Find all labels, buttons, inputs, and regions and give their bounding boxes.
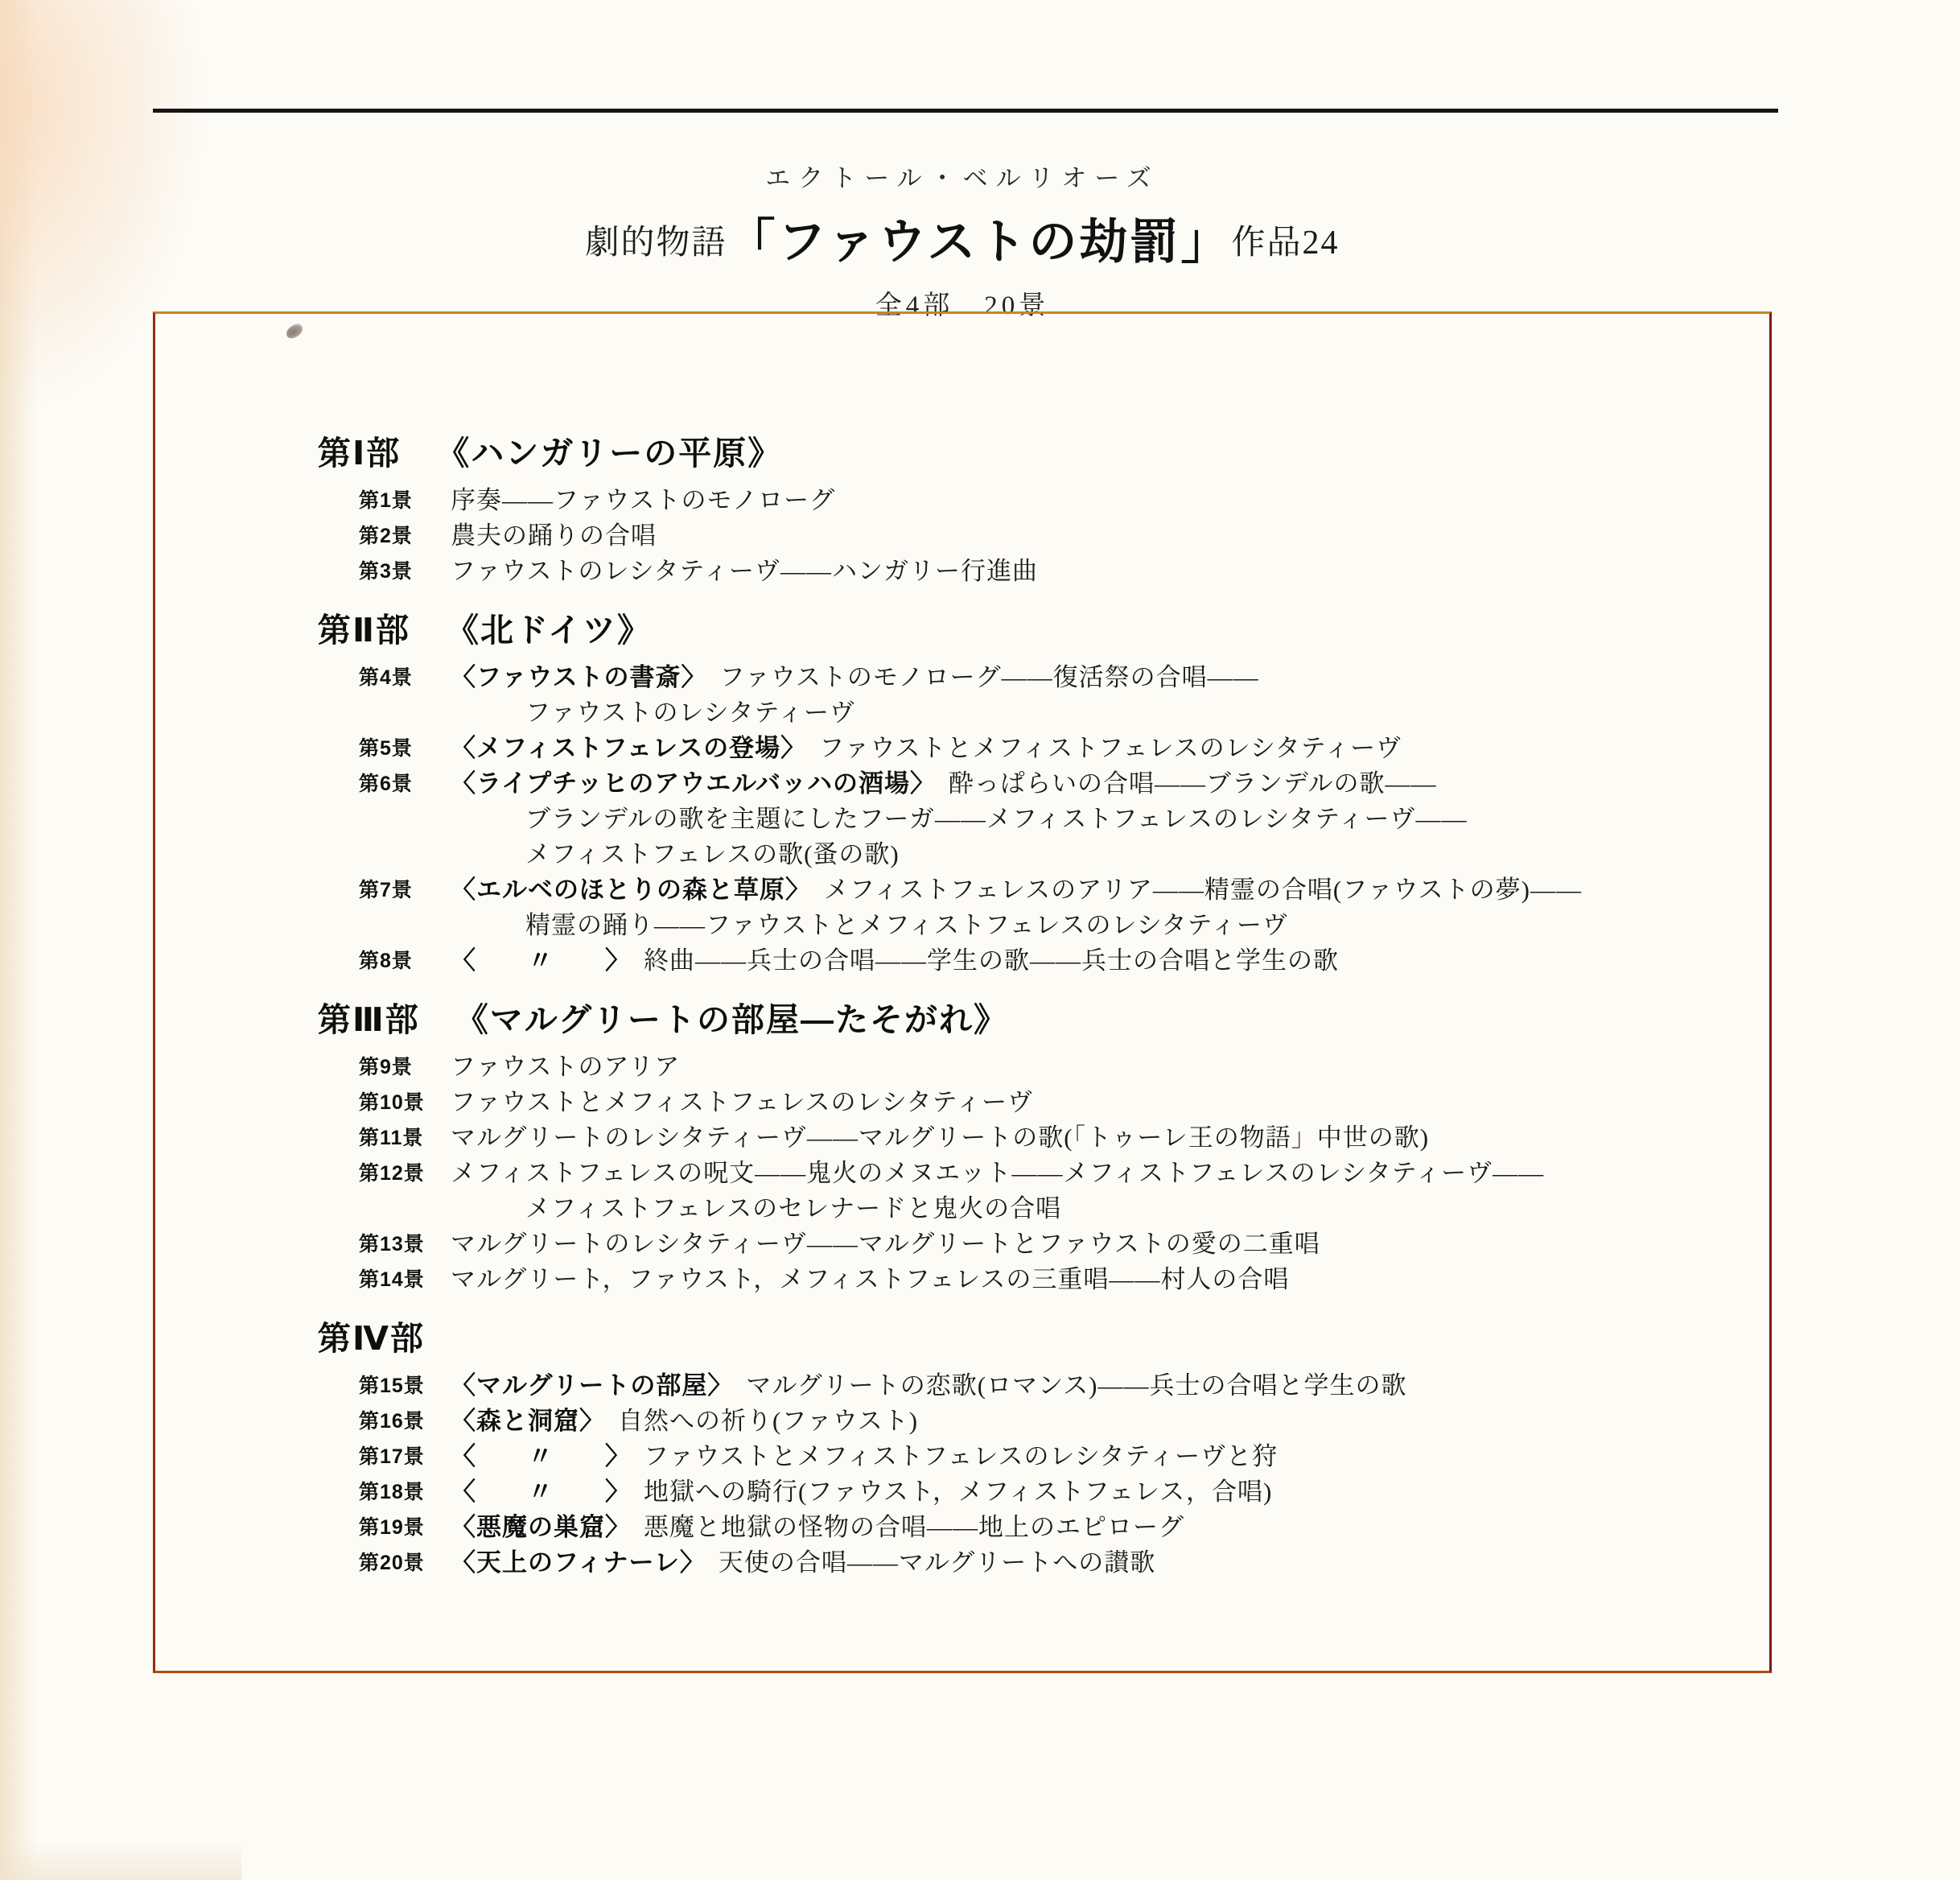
part-title: 《マルグリートの部屋—たそがれ》 bbox=[455, 1001, 1008, 1038]
scene-number: 第9景 bbox=[359, 1056, 413, 1078]
scene-movement-titles: メフィストフェレスの歌(蚤の歌) bbox=[525, 840, 900, 868]
scene-movement-titles: 農夫の踊りの合唱 bbox=[451, 522, 657, 550]
scene-number: 第18景 bbox=[359, 1481, 425, 1503]
scene-number: 第19景 bbox=[359, 1516, 425, 1539]
scene-line bbox=[451, 554, 1737, 589]
scene-number: 第20景 bbox=[359, 1552, 425, 1574]
scene-venue: 〈 〃 〉 bbox=[451, 946, 631, 975]
scene-venue: 〈天上のフィナーレ〉 bbox=[451, 1548, 706, 1577]
scene-number: 第8景 bbox=[359, 950, 413, 972]
scene-line-continuation bbox=[451, 695, 1737, 731]
scene-row bbox=[359, 518, 1737, 554]
scene-movement-titles: 精霊の踊り——ファウストとメフィストフェレスのレシタティーヴ bbox=[525, 911, 1289, 939]
scene-row bbox=[359, 1545, 1737, 1581]
part-section bbox=[318, 1318, 1737, 1581]
scene-movement-titles: 悪魔と地獄の怪物の合唱——地上のエピローグ bbox=[644, 1513, 1184, 1541]
scene-text bbox=[451, 1049, 1737, 1085]
scene-line bbox=[451, 483, 1737, 518]
scene-text bbox=[451, 518, 1737, 554]
scene-text bbox=[451, 1120, 1737, 1156]
scene-movement-titles: 地獄への騎行(ファウスト，メフィストフェレス，合唱) bbox=[644, 1478, 1273, 1506]
scene-line bbox=[451, 872, 1737, 908]
scene-number: 第17景 bbox=[359, 1445, 425, 1468]
scene-number: 第3景 bbox=[359, 560, 413, 583]
part-heading bbox=[318, 1318, 1737, 1358]
scene-movement-titles: マルグリートの恋歌(ロマンス)——兵士の合唱と学生の歌 bbox=[746, 1371, 1407, 1400]
scene-text bbox=[451, 1510, 1737, 1545]
title-main: 「ファウストの劫罰」 bbox=[727, 215, 1232, 269]
scene-venue: 〈メフィストフェレスの登場〉 bbox=[451, 734, 807, 762]
scene-movement-titles: 天使の合唱——マルグリートへの讃歌 bbox=[718, 1548, 1156, 1577]
title-genre-label: 劇的物語 bbox=[585, 225, 727, 262]
scene-number: 第12景 bbox=[359, 1162, 425, 1185]
scene-line bbox=[451, 1227, 1737, 1262]
scene-text bbox=[451, 1368, 1737, 1404]
scene-movement-titles: メフィストフェレスの呪文——鬼火のメヌエット——メフィストフェレスのレシタティーヴ—— bbox=[451, 1159, 1545, 1187]
part-label: 第Ⅱ部 bbox=[318, 612, 411, 649]
part-heading bbox=[318, 433, 1737, 473]
scene-number: 第1景 bbox=[359, 489, 413, 512]
scene-row bbox=[359, 766, 1737, 872]
scene-row bbox=[359, 1120, 1737, 1156]
scene-row bbox=[359, 872, 1737, 943]
header-rule bbox=[153, 109, 1778, 113]
scene-line bbox=[451, 1474, 1737, 1510]
scene-number: 第15景 bbox=[359, 1375, 425, 1397]
scene-line bbox=[451, 943, 1737, 979]
part-section bbox=[318, 610, 1737, 979]
scene-line-continuation bbox=[451, 908, 1737, 943]
scene-number: 第11景 bbox=[359, 1127, 424, 1149]
scene-number: 第16景 bbox=[359, 1410, 425, 1433]
scene-row bbox=[359, 660, 1737, 731]
scene-text bbox=[451, 483, 1737, 518]
scene-row bbox=[359, 483, 1737, 518]
work-structure-subtitle: 全4部 20景 bbox=[875, 291, 1050, 320]
scene-line bbox=[451, 1510, 1737, 1545]
scene-venue: 〈エルベのほとりの森と草原〉 bbox=[451, 876, 811, 904]
scene-movement-titles: メフィストフェレスのセレナードと鬼火の合唱 bbox=[525, 1194, 1062, 1222]
scene-row bbox=[359, 943, 1737, 979]
scene-text bbox=[451, 731, 1737, 766]
part-label: 第Ⅰ部 bbox=[318, 435, 401, 472]
scene-venue: 〈悪魔の巣窟〉 bbox=[451, 1513, 631, 1541]
work-title bbox=[153, 204, 1772, 273]
scene-venue: 〈 〃 〉 bbox=[451, 1442, 631, 1470]
title-opus-number: 作品24 bbox=[1231, 225, 1340, 262]
scene-movement-titles: ファウストのアリア bbox=[451, 1053, 681, 1081]
scene-line bbox=[451, 1404, 1737, 1439]
scene-line bbox=[451, 1439, 1737, 1474]
scene-text bbox=[451, 1404, 1737, 1439]
scene-movement-titles: ファウストのモノローグ——復活祭の合唱—— bbox=[719, 663, 1259, 691]
scene-row bbox=[359, 1262, 1737, 1297]
scene-movement-titles: ファウストのレシタティーヴ bbox=[525, 699, 855, 727]
scene-text bbox=[451, 1439, 1737, 1474]
scene-line bbox=[451, 1049, 1737, 1085]
scene-number: 第10景 bbox=[359, 1091, 425, 1114]
header bbox=[153, 158, 1772, 322]
scene-line bbox=[451, 731, 1737, 766]
scene-line bbox=[451, 1156, 1737, 1191]
scene-text bbox=[451, 660, 1737, 731]
scene-row bbox=[359, 1227, 1737, 1262]
scene-venue: 〈ファウストの書斎〉 bbox=[451, 663, 707, 691]
composer-name: エクトール・ベルリオーズ bbox=[765, 164, 1159, 192]
part-heading bbox=[318, 1000, 1737, 1040]
scene-movement-titles: 酔っぱらいの合唱——ブランデルの歌—— bbox=[949, 769, 1437, 798]
parts-list bbox=[155, 314, 1769, 1581]
scene-line bbox=[451, 518, 1737, 554]
part-label: 第Ⅲ部 bbox=[318, 1001, 420, 1038]
scene-movement-titles: 序奏——ファウストのモノローグ bbox=[451, 486, 836, 514]
scene-venue: 〈ライプチッヒのアウエルバッハの酒場〉 bbox=[451, 769, 937, 798]
scene-movement-titles: ブランデルの歌を主題にしたフーガ——メフィストフェレスのレシタティーヴ—— bbox=[525, 805, 1468, 833]
scene-number: 第14景 bbox=[359, 1268, 425, 1291]
scene-text bbox=[451, 1156, 1737, 1227]
scene-text bbox=[451, 872, 1737, 943]
page-bottom-tint bbox=[0, 1840, 241, 1880]
scene-row bbox=[359, 1368, 1737, 1404]
scene-text bbox=[451, 1262, 1737, 1297]
part-title: 《北ドイツ》 bbox=[446, 612, 652, 649]
scene-row bbox=[359, 1439, 1737, 1474]
scene-row bbox=[359, 1404, 1737, 1439]
scene-text bbox=[451, 1085, 1737, 1120]
scene-text bbox=[451, 554, 1737, 589]
scene-movement-titles: ファウストとメフィストフェレスのレシタティーヴ bbox=[451, 1088, 1034, 1116]
scene-text bbox=[451, 1474, 1737, 1510]
scene-movement-titles: 自然への祈り(ファウスト) bbox=[618, 1407, 919, 1435]
scene-row bbox=[359, 731, 1737, 766]
scene-row bbox=[359, 1510, 1737, 1545]
tracklist-box bbox=[153, 311, 1772, 1673]
part-section bbox=[318, 433, 1737, 589]
scene-movement-titles: マルグリートのレシタティーヴ——マルグリートの歌(「トゥーレ王の物語」中世の歌) bbox=[451, 1123, 1430, 1152]
scene-row bbox=[359, 1474, 1737, 1510]
scene-line-continuation bbox=[451, 1191, 1737, 1227]
scene-venue: 〈森と洞窟〉 bbox=[451, 1407, 605, 1435]
scene-text bbox=[451, 1545, 1737, 1581]
scene-line bbox=[451, 1120, 1737, 1156]
scene-line bbox=[451, 1085, 1737, 1120]
scene-line-continuation bbox=[451, 802, 1737, 837]
scene-row bbox=[359, 1085, 1737, 1120]
scene-movement-titles: マルグリートのレシタティーヴ——マルグリートとファウストの愛の二重唱 bbox=[451, 1230, 1320, 1258]
scene-movement-titles: ファウストとメフィストフェレスのレシタティーヴ bbox=[819, 734, 1402, 762]
scene-row bbox=[359, 1156, 1737, 1227]
scene-row bbox=[359, 554, 1737, 589]
scene-number: 第13景 bbox=[359, 1233, 425, 1255]
scene-text bbox=[451, 943, 1737, 979]
scene-movement-titles: ファウストとメフィストフェレスのレシタティーヴと狩 bbox=[644, 1442, 1279, 1470]
scene-line-continuation bbox=[451, 837, 1737, 872]
scene-line bbox=[451, 766, 1737, 802]
scene-movement-titles: ファウストのレシタティーヴ——ハンガリー行進曲 bbox=[451, 557, 1038, 585]
part-heading bbox=[318, 610, 1737, 650]
scene-movement-titles: 終曲——兵士の合唱——学生の歌——兵士の合唱と学生の歌 bbox=[644, 946, 1339, 975]
scene-text bbox=[451, 1227, 1737, 1262]
part-label: 第Ⅳ部 bbox=[318, 1320, 426, 1357]
scene-line bbox=[451, 660, 1737, 695]
scene-number: 第7景 bbox=[359, 879, 413, 901]
scene-venue: 〈マルグリートの部屋〉 bbox=[451, 1371, 734, 1400]
scene-movement-titles: マルグリート，ファウスト，メフィストフェレスの三重唱——村人の合唱 bbox=[451, 1265, 1290, 1293]
scene-movement-titles: メフィストフェレスのアリア——精霊の合唱(ファウストの夢)—— bbox=[824, 876, 1582, 904]
scene-number: 第5景 bbox=[359, 737, 413, 760]
scene-row bbox=[359, 1049, 1737, 1085]
part-section bbox=[318, 1000, 1737, 1297]
scene-line bbox=[451, 1545, 1737, 1581]
part-title: 《ハンガリーの平原》 bbox=[436, 435, 783, 472]
scene-text bbox=[451, 766, 1737, 872]
scene-line bbox=[451, 1368, 1737, 1404]
scene-number: 第6景 bbox=[359, 773, 413, 795]
scene-number: 第4景 bbox=[359, 666, 413, 689]
scene-venue: 〈 〃 〉 bbox=[451, 1478, 631, 1506]
scene-line bbox=[451, 1262, 1737, 1297]
scene-number: 第2景 bbox=[359, 525, 413, 547]
